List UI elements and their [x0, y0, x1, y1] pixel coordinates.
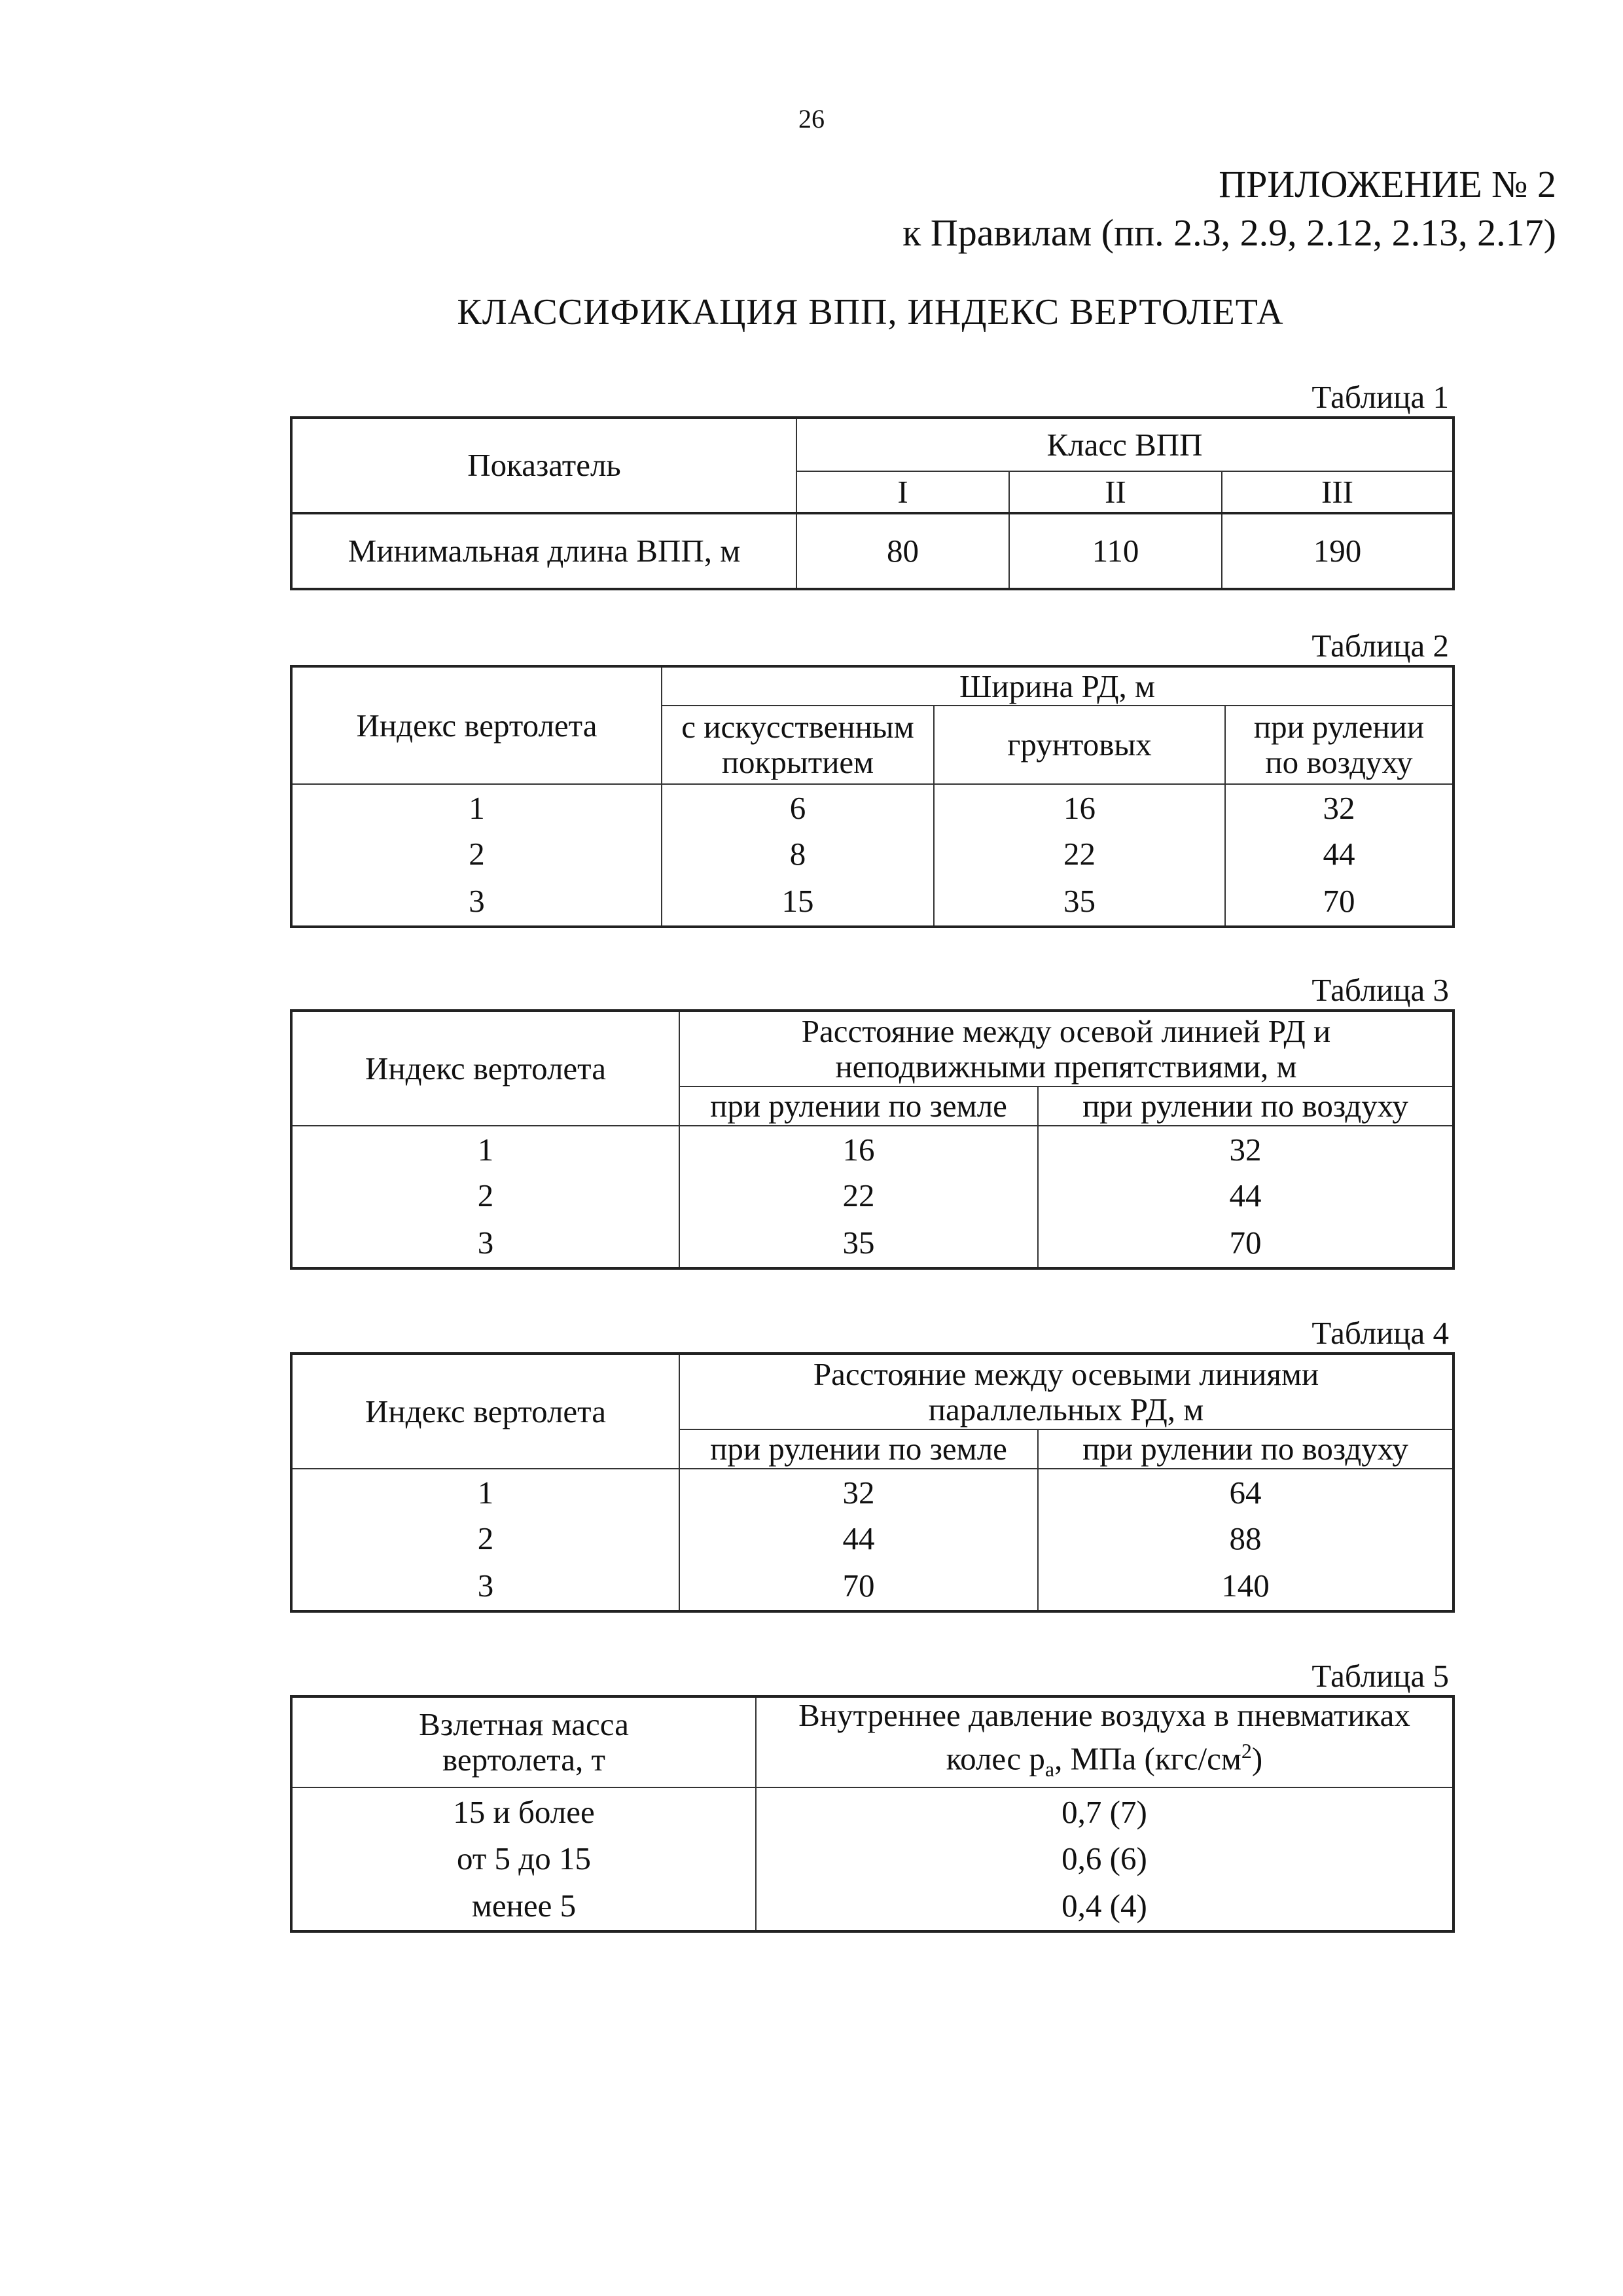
table5-cell: 0,6 (6) — [756, 1836, 1454, 1882]
table4-sub-ground: при рулении по земле — [679, 1429, 1038, 1469]
table1-class-iii: III — [1222, 471, 1454, 513]
table5-caption: Таблица 5 — [1311, 1658, 1449, 1694]
table2-sub-paved: с искусственным покрытием — [662, 706, 934, 784]
table4 — [290, 1352, 1455, 1613]
table2-cell: 32 — [1225, 784, 1454, 831]
table4-sub-air: при рулении по воздуху — [1038, 1429, 1454, 1469]
table3-header-distance: Расстояние между осевой линией РД и неподвижными препятствиями, м — [679, 1011, 1454, 1086]
table5-header-pressure: Внутреннее давление воздуха в пневматиках колес $p_a$, МПа $(кгс/см^2)$ — [756, 1696, 1454, 1787]
table4-cell: 70 — [679, 1562, 1038, 1611]
document-title: КЛАССИФИКАЦИЯ ВПП, ИНДЕКС ВЕРТОЛЕТА — [457, 292, 1284, 332]
table2 — [290, 665, 1455, 928]
table4-cell: 3 — [291, 1562, 679, 1611]
table1-cell: 190 — [1222, 513, 1454, 589]
table4-cell: 88 — [1038, 1516, 1454, 1562]
table5-cell: 0,4 (4) — [756, 1882, 1454, 1931]
table2-cell: 70 — [1225, 877, 1454, 927]
table3-sub-ground: при рулении по земле — [679, 1086, 1038, 1126]
table5 — [290, 1695, 1455, 1933]
table5-cell: менее 5 — [291, 1882, 756, 1931]
table3-cell: 3 — [291, 1219, 679, 1268]
table4-caption: Таблица 4 — [1311, 1315, 1449, 1351]
table4-cell: 44 — [679, 1516, 1038, 1562]
table3-cell: 35 — [679, 1219, 1038, 1268]
table5-cell: от 5 до 15 — [291, 1836, 756, 1882]
table4-cell: 140 — [1038, 1562, 1454, 1611]
table3 — [290, 1009, 1455, 1270]
table2-cell: 1 — [291, 784, 662, 831]
table4-cell: 64 — [1038, 1469, 1454, 1516]
table2-cell: 8 — [662, 831, 934, 877]
table2-header-index: Индекс вертолета — [291, 666, 662, 784]
table2-cell: 3 — [291, 877, 662, 927]
table3-cell: 44 — [1038, 1173, 1454, 1219]
table5-cell: 15 и более — [291, 1787, 756, 1836]
table1-class-i: I — [796, 471, 1009, 513]
table3-caption: Таблица 3 — [1311, 972, 1449, 1008]
appendix-header — [902, 160, 1556, 257]
table3-cell: 16 — [679, 1126, 1038, 1173]
table1-cell: 80 — [796, 513, 1009, 589]
table5-cell: 0,7 (7) — [756, 1787, 1454, 1836]
table1-header-indicator: Показатель — [291, 418, 796, 513]
table3-cell: 1 — [291, 1126, 679, 1173]
table3-sub-air: при рулении по воздуху — [1038, 1086, 1454, 1126]
page-number: 26 — [798, 104, 825, 134]
table4-cell: 32 — [679, 1469, 1038, 1516]
table4-cell: 2 — [291, 1516, 679, 1562]
table2-cell: 35 — [934, 877, 1225, 927]
table2-caption: Таблица 2 — [1311, 628, 1449, 664]
table1-row-label: Минимальная длина ВПП, м — [291, 513, 796, 589]
appendix-title: ПРИЛОЖЕНИЕ № 2 — [1219, 163, 1556, 206]
table1 — [290, 416, 1455, 590]
table1-class-ii: II — [1009, 471, 1222, 513]
table2-cell: 22 — [934, 831, 1225, 877]
table4-header-index: Индекс вертолета — [291, 1354, 679, 1469]
table1-caption: Таблица 1 — [1311, 379, 1449, 415]
table3-cell: 32 — [1038, 1126, 1454, 1173]
appendix-subtitle: к Правилам (пп. 2.3, 2.9, 2.12, 2.13, 2.17) — [902, 211, 1556, 254]
table2-cell: 16 — [934, 784, 1225, 831]
table5-header-mass: Взлетная масса вертолета, т — [291, 1696, 756, 1787]
table1-cell: 110 — [1009, 513, 1222, 589]
table1-header-class: Класс ВПП — [796, 418, 1454, 471]
table3-header-index: Индекс вертолета — [291, 1011, 679, 1126]
table2-cell: 2 — [291, 831, 662, 877]
table3-cell: 70 — [1038, 1219, 1454, 1268]
table2-cell: 44 — [1225, 831, 1454, 877]
table3-cell: 22 — [679, 1173, 1038, 1219]
table4-cell: 1 — [291, 1469, 679, 1516]
table2-header-width: Ширина РД, м — [662, 666, 1454, 706]
table2-sub-air: при рулении по воздуху — [1225, 706, 1454, 784]
table2-cell: 15 — [662, 877, 934, 927]
table4-header-distance: Расстояние между осевыми линиями параллельных РД, м — [679, 1354, 1454, 1429]
table3-cell: 2 — [291, 1173, 679, 1219]
table2-sub-ground: грунтовых — [934, 706, 1225, 784]
table2-cell: 6 — [662, 784, 934, 831]
